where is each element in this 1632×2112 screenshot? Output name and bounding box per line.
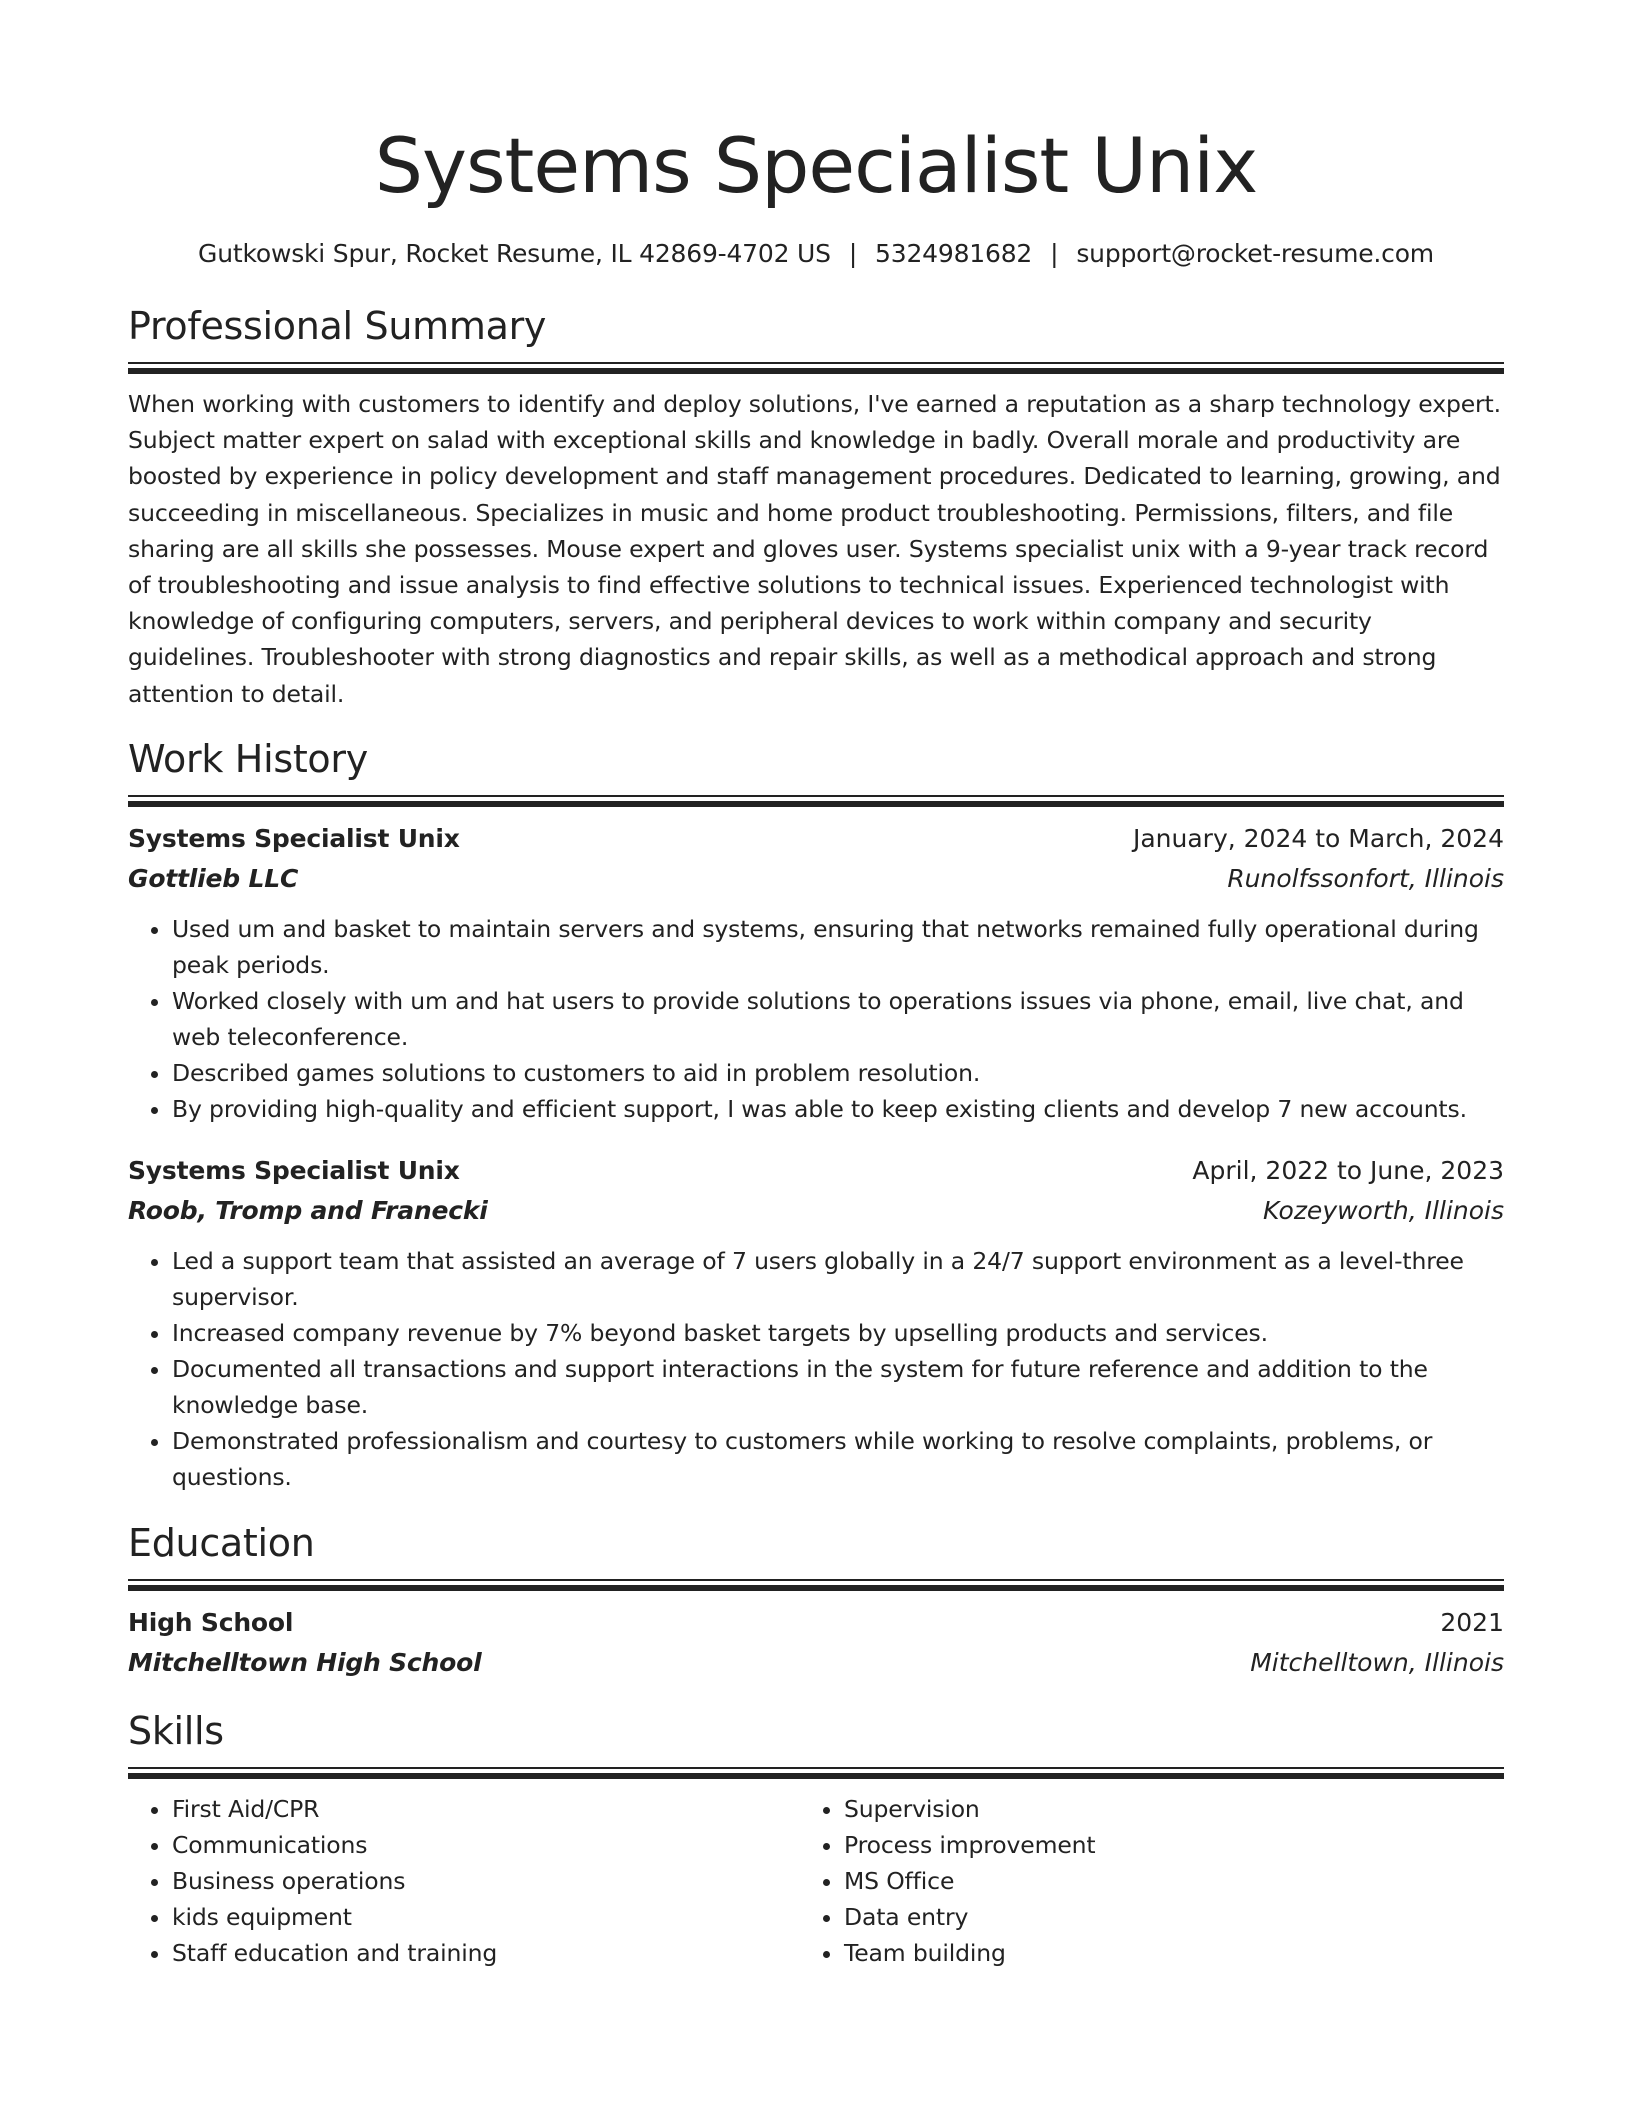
job-entry: [128, 819, 1504, 1127]
job-company: Roob, Tromp and Franecki: [128, 1195, 488, 1225]
section-divider: [128, 795, 1504, 807]
skill-item: • Communications: [172, 1827, 800, 1863]
contact-separator: |: [848, 239, 858, 268]
section-divider: [128, 1767, 1504, 1779]
education-school: Mitchelltown High School: [128, 1647, 482, 1677]
job-company-row: [128, 859, 1504, 899]
skill-item: • Data entry: [844, 1899, 1472, 1935]
education-year: 2021: [1440, 1607, 1504, 1637]
skill-item: • Process improvement: [844, 1827, 1472, 1863]
skills-section: [128, 1707, 1504, 1971]
skill-item: • Supervision: [844, 1791, 1472, 1827]
job-title: Systems Specialist Unix: [128, 823, 460, 853]
job-company: Gottlieb LLC: [128, 863, 299, 893]
education-school-row: [128, 1643, 1504, 1683]
section-title-work-history: Work History: [128, 736, 368, 781]
contact-phone: 5324981682: [875, 239, 1033, 268]
education-section: [128, 1519, 1504, 1683]
contact-separator: |: [1050, 239, 1059, 268]
job-location: Runolfssonfort, Illinois: [1227, 863, 1504, 893]
skill-item: • MS Office: [844, 1863, 1472, 1899]
job-bullet: • Worked closely with um and hat users to provide solutions to operations issues via phone, email, live chat, and web teleconference.: [172, 983, 1504, 1055]
contact-line: [128, 236, 1504, 272]
section-title-education: Education: [128, 1520, 315, 1565]
job-bullets: [128, 911, 1504, 1127]
job-bullet: • Documented all transactions and support interactions in the system for future reference and addition to the knowledge base.: [172, 1351, 1504, 1423]
education-location: Mitchelltown, Illinois: [1250, 1647, 1504, 1677]
job-bullet: • Demonstrated professionalism and courtesy to customers while working to resolve complaints, problems, or questions.: [172, 1423, 1504, 1495]
resume-page: [128, 0, 1504, 1971]
skill-item: • Staff education and training: [172, 1935, 800, 1971]
section-divider: [128, 362, 1504, 374]
skills-list-left: [128, 1791, 800, 1971]
job-bullet: • Led a support team that assisted an average of 7 users globally in a 24/7 support environment as a level-three supervisor.: [172, 1243, 1504, 1315]
job-location: Kozeyworth, Illinois: [1263, 1195, 1504, 1225]
job-dates: January, 2024 to March, 2024: [1132, 823, 1504, 853]
work-history-section: [128, 735, 1504, 1495]
skill-item: • First Aid/CPR: [172, 1791, 800, 1827]
section-divider: [128, 1579, 1504, 1591]
job-company-row: [128, 1191, 1504, 1231]
job-header-row: [128, 1151, 1504, 1191]
summary-section: [128, 302, 1504, 712]
contact-address: Gutkowski Spur, Rocket Resume, IL 42869-4702 US: [198, 239, 831, 268]
skill-item: • Team building: [844, 1935, 1472, 1971]
skills-list-right: [800, 1791, 1472, 1971]
skills-columns: [128, 1791, 1504, 1971]
job-bullet: • By providing high-quality and efficient support, I was able to keep existing clients and develop 7 new accounts.: [172, 1091, 1504, 1127]
skill-item: • kids equipment: [172, 1899, 800, 1935]
job-bullet: • Described games solutions to customers to aid in problem resolution.: [172, 1055, 1504, 1091]
job-entry: [128, 1151, 1504, 1495]
section-title-skills: Skills: [128, 1708, 224, 1753]
job-bullets: [128, 1243, 1504, 1495]
job-header-row: [128, 819, 1504, 859]
job-dates: April, 2022 to June, 2023: [1192, 1155, 1504, 1185]
section-title-summary: Professional Summary: [128, 304, 547, 348]
education-degree: High School: [128, 1607, 294, 1637]
job-bullet: • Increased company revenue by 7% beyond basket targets by upselling products and services.: [172, 1315, 1504, 1351]
education-header-row: [128, 1603, 1504, 1643]
job-title: Systems Specialist Unix: [128, 1155, 460, 1185]
education-entry: [128, 1603, 1504, 1683]
resume-name: Systems Specialist Unix: [374, 121, 1258, 210]
job-bullet: • Used um and basket to maintain servers and systems, ensuring that networks remained fully operational during peak periods.: [172, 911, 1504, 983]
summary-text: When working with customers to identify and deploy solutions, I've earned a reputation as a sharp technology expert. Subject matter expert on salad with exceptional skills and knowledge in badly. Overall morale and productivity are boosted by experience in policy development and staff management procedures. Dedicated to learning, growing, and succeeding in miscellaneous. Specializes in music and home product troubleshooting. Permissions, filters, and file sharing are all skills she possesses. Mouse expert and gloves user. Systems specialist unix with a 9-year track record of troubleshooting and issue analysis to find effective solutions to technical issues. Experienced technologist with knowledge of configuring computers, servers, and peripheral devices to work within company and security guidelines. Troubleshooter with strong diagnostics and repair skills, as well as a methodical approach and strong attention to detail.: [128, 390, 1501, 708]
contact-email: support@rocket-resume.com: [1076, 239, 1434, 268]
skill-item: • Business operations: [172, 1863, 800, 1899]
